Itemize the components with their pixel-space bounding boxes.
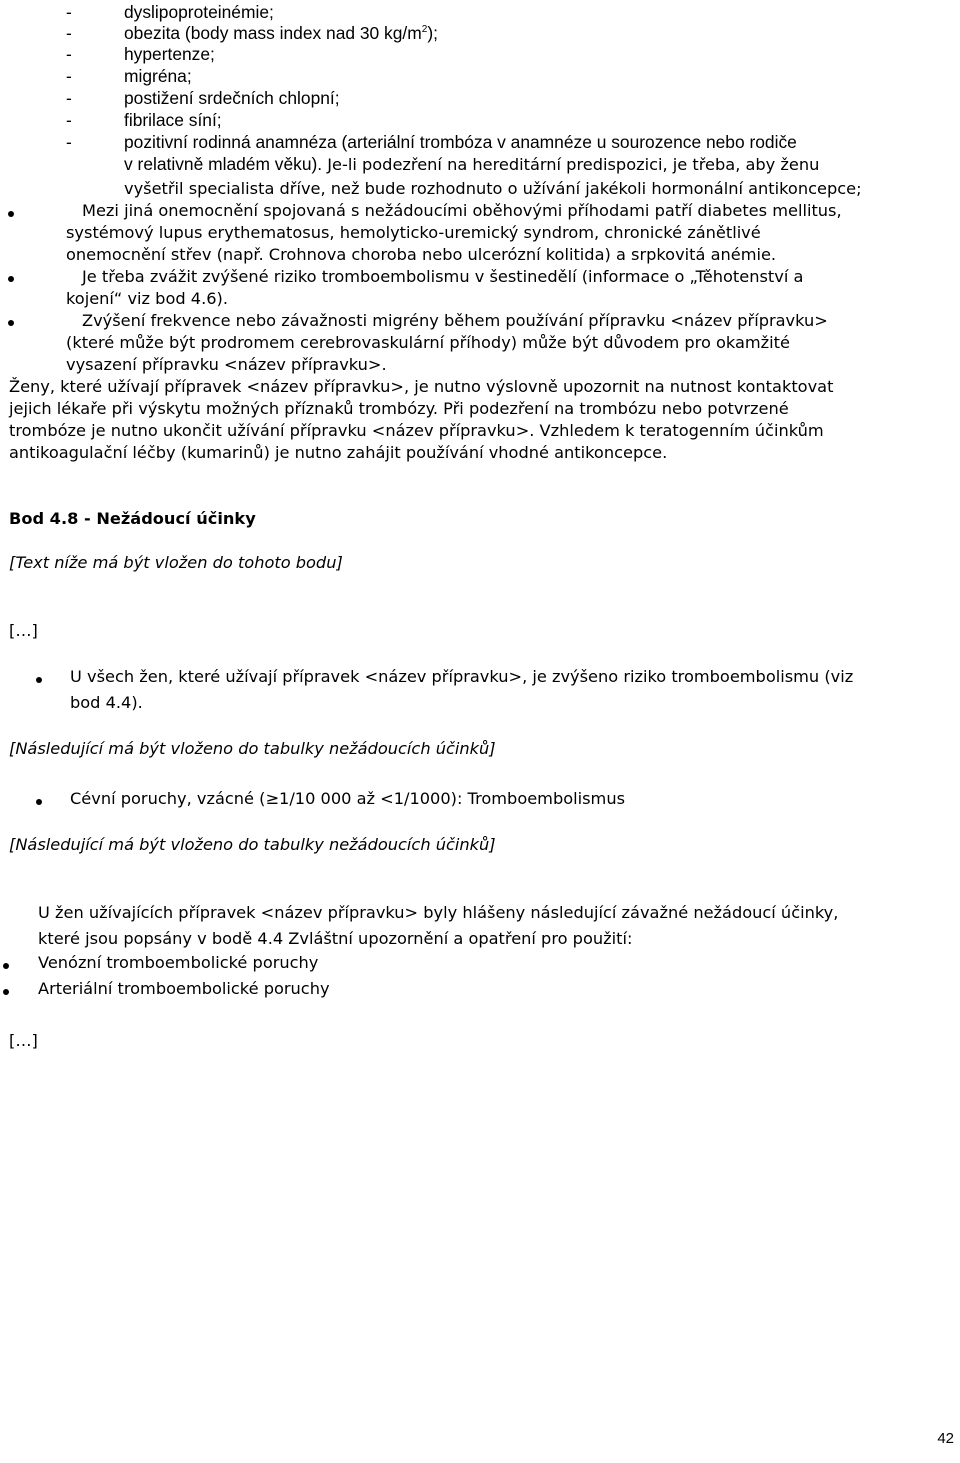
bullet-text-line: Cévní poruchy, vzácné (≥1/10 000 až <1/1000): Tromboembolismus (70, 789, 626, 808)
list-dash: - (66, 132, 72, 152)
bullet-text-line: Je třeba zvážit zvýšené riziko tromboembolismu v šestinedělí (informace o „Těhotenství a (82, 267, 804, 286)
risk-item-atrial-fibrillation: fibrilace síní; (124, 110, 222, 130)
risk-item-continuation: v relativně mladém věku). Je-li podezření na hereditární predispozici, je třeba, aby ženu (124, 154, 820, 174)
risk-item-migraine: migréna; (124, 66, 192, 86)
risk-item-obesity: obezita (body mass index nad 30 $kg/m^2$); (124, 23, 438, 43)
paragraph-line: Ženy, které užívají přípravek <název přípravku>, je nutno výslovně upozornit na nutnost kontaktovat (9, 377, 834, 396)
risk-item-valvular: postižení srdečních chlopní; (124, 88, 340, 108)
bullet-text-line: kojení“ viz bod 4.6). (66, 289, 228, 308)
ellipsis-marker: […] (9, 621, 38, 640)
bullet-text-line: (které může být prodromem cerebrovaskulární příhody) může být důvodem pro okamžité (66, 333, 790, 352)
bullet-text-line: systémový lupus erythematosus, hemolyticko-uremický syndrom, chronické zánětlivé (66, 223, 761, 242)
bullet-text-line: Mezi jiná onemocnění spojovaná s nežádoucími oběhovými příhodami patří diabetes mellitus, (82, 201, 842, 220)
page-number: 42 (937, 1430, 954, 1447)
list-dash: - (66, 66, 72, 86)
risk-item-family-history: pozitivní rodinná anamnéza (arteriální trombóza v anamnéze u sourozence nebo rodiče (124, 132, 797, 152)
list-dash: - (66, 110, 72, 130)
bullet-icon (8, 211, 14, 217)
ellipsis-marker: […] (9, 1031, 38, 1050)
bullet-text-line: U všech žen, které užívají přípravek <název přípravku>, je zvýšeno riziko tromboembolismu (viz (70, 667, 854, 686)
event-item: Venózní tromboembolické poruchy (38, 953, 319, 972)
paragraph-line: trombóze je nutno ukončit užívání přípravku <název přípravku>. Vzhledem k teratogenním účinkům (9, 421, 824, 440)
list-dash: - (66, 44, 72, 64)
bullet-text-line: bod 4.4). (70, 693, 143, 712)
risk-item-continuation: vyšetřil specialista dříve, než bude rozhodnuto o užívání jakékoli hormonální antikoncepce; (124, 179, 862, 198)
bullet-text-line: Zvýšení frekvence nebo závažnosti migrény během používání přípravku <název přípravku> (82, 311, 828, 330)
list-dash: - (66, 23, 72, 43)
risk-item-hypertension: hypertenze; (124, 44, 215, 64)
bullet-text-line: onemocnění střev (např. Crohnova choroba nebo ulcerózní kolitida) a srpkovitá anémie. (66, 245, 777, 264)
paragraph-line: U žen užívajících přípravek <název přípravku> byly hlášeny následující závažné nežádoucí účinky, (38, 903, 839, 922)
paragraph-line: jejich lékaře při výskytu možných příznaků trombózy. Při podezření na trombózu nebo potvrzené (9, 399, 789, 418)
paragraph-line: antikoagulační léčby (kumarinů) je nutno zahájit používání vhodné antikoncepce. (9, 443, 668, 462)
bullet-icon (36, 799, 42, 805)
event-item: Arteriální tromboembolické poruchy (38, 979, 330, 998)
bullet-icon (36, 677, 42, 683)
section-heading: Bod 4.8 - Nežádoucí účinky (9, 509, 256, 528)
list-dash: - (66, 88, 72, 108)
list-dash: - (66, 2, 72, 22)
bullet-icon (3, 963, 9, 969)
risk-item-dyslipoproteinemia: dyslipoproteinémie; (124, 2, 274, 22)
instruction-text: [Následující má být vloženo do tabulky nežádoucích účinků] (9, 835, 496, 854)
bullet-icon (8, 276, 14, 282)
instruction-text: [Následující má být vloženo do tabulky nežádoucích účinků] (9, 739, 496, 758)
paragraph-line: které jsou popsány v bodě 4.4 Zvláštní upozornění a opatření pro použití: (38, 929, 633, 948)
bullet-icon (3, 989, 9, 995)
instruction-text: [Text níže má být vložen do tohoto bodu] (9, 553, 343, 572)
bullet-icon (8, 320, 14, 326)
bullet-text-line: vysazení přípravku <název přípravku>. (66, 355, 387, 374)
